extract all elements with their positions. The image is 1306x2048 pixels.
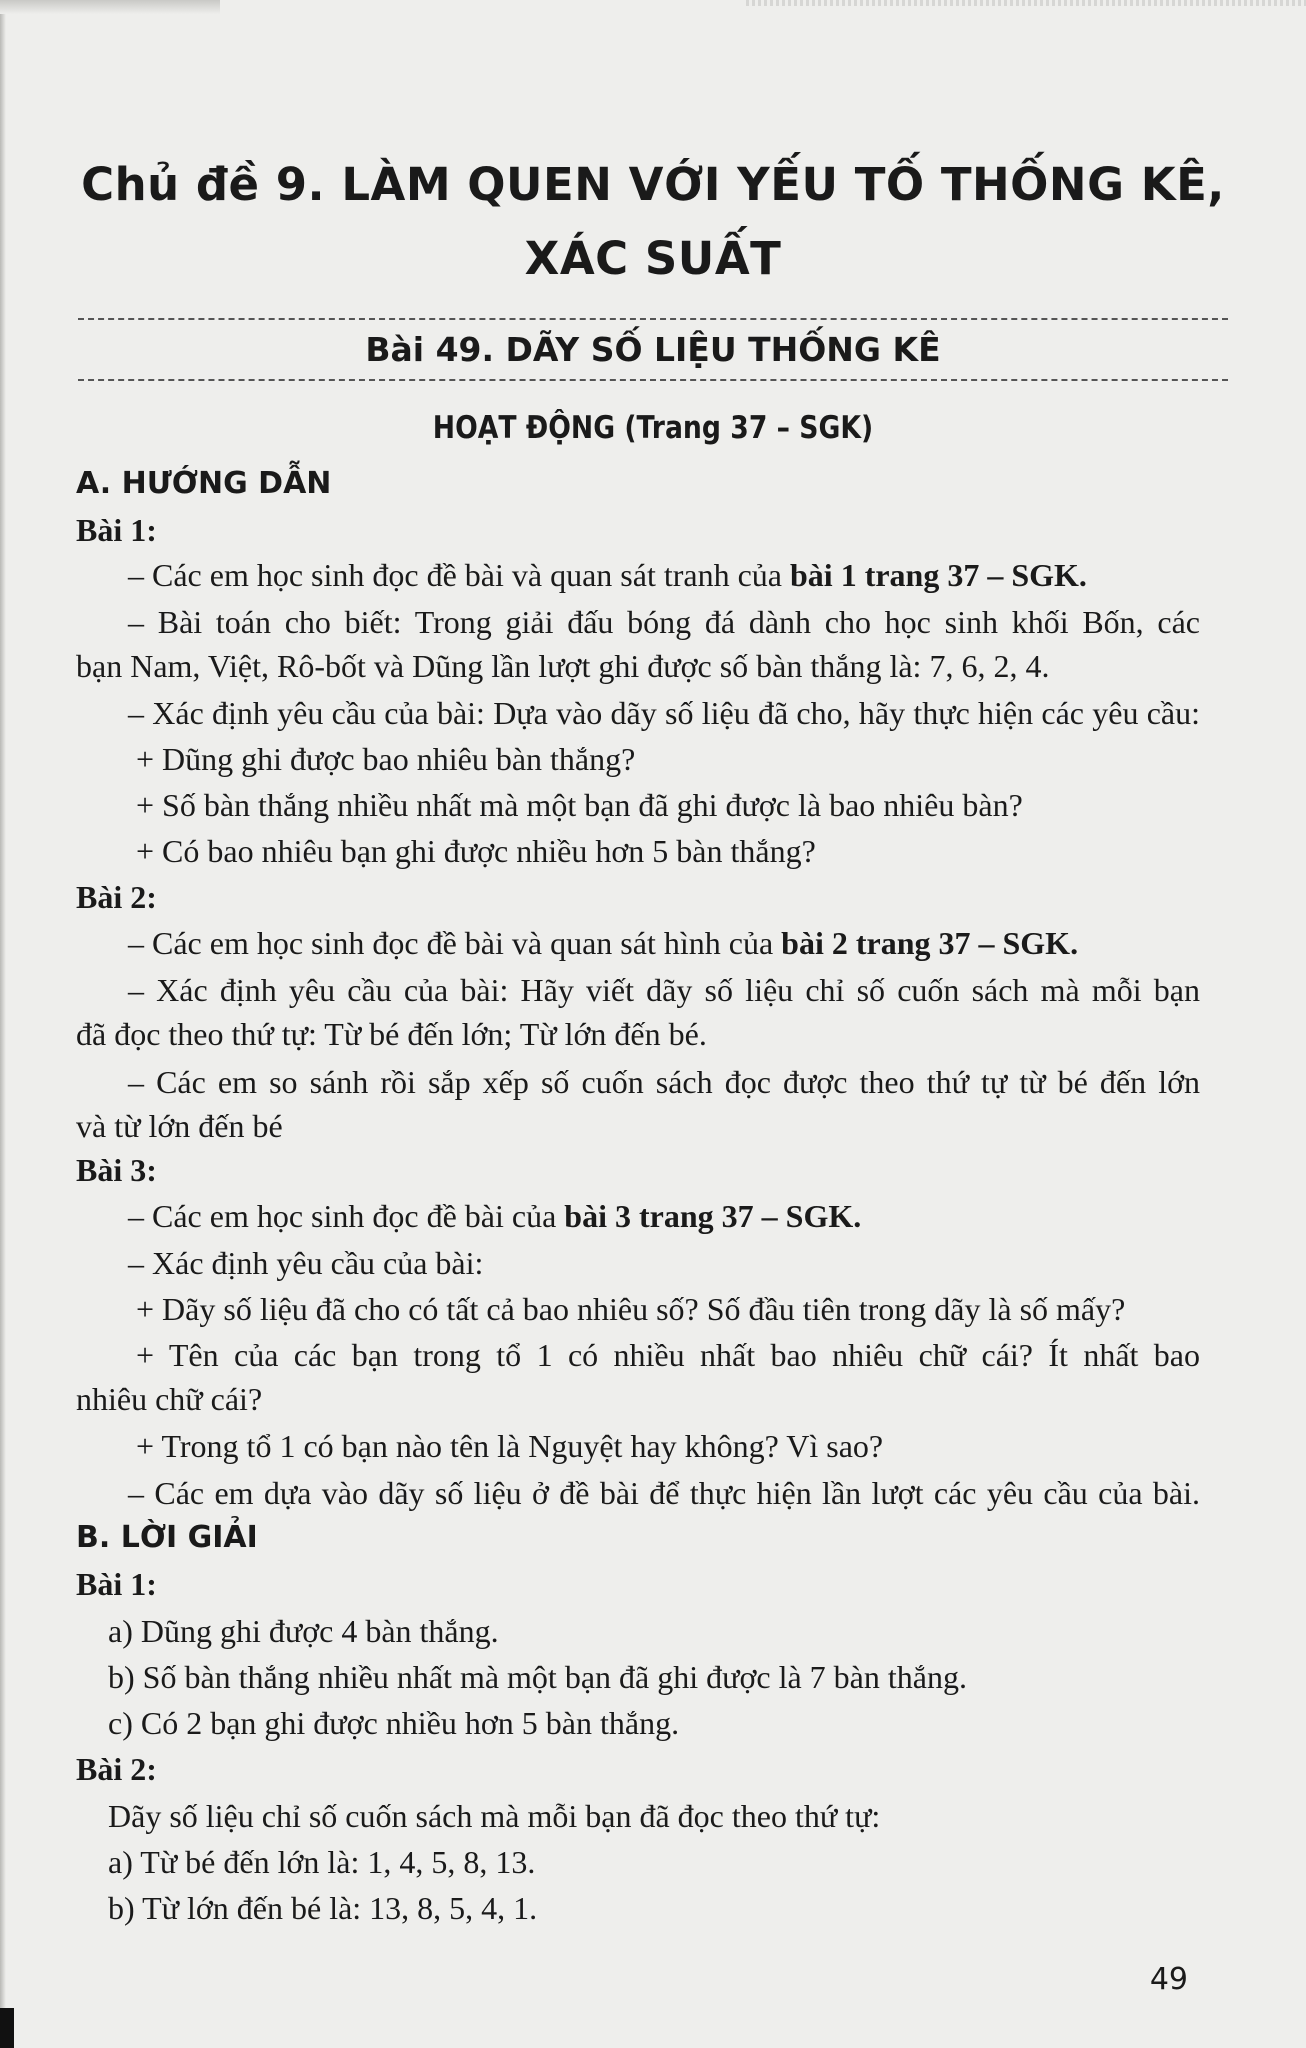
section-a-bai1-p1-text: – Các em học sinh đọc đề bài và quan sát tranh của: [128, 557, 790, 593]
dashed-rule-bottom: [78, 379, 1228, 381]
section-b-bai2-label: Bài 2:: [76, 1751, 157, 1787]
section-b-bai2-answer-b: b) Từ lớn đến bé là: 13, 8, 5, 4, 1.: [108, 1890, 538, 1926]
section-a-bai2-paragraph-1: [128, 921, 1200, 965]
section-b-bai2-answer-a: a) Từ bé đến lớn là: 1, 4, 5, 8, 13.: [108, 1844, 536, 1880]
chapter-title-line-1: Chủ đề 9. LÀM QUEN VỚI YẾU TỐ THỐNG KÊ,: [81, 158, 1225, 211]
section-a-bai3-question-2-line-1: + Tên của các bạn trong tổ 1 có nhiều nhất bao nhiêu chữ cái? Ít nhất bao: [136, 1337, 1200, 1373]
section-a-bai3-question-2-line-2: nhiêu chữ cái?: [76, 1381, 263, 1417]
activity-title: HOẠT ĐỘNG (Trang 37 – SGK): [432, 410, 874, 446]
lesson-title: Bài 49. DÃY SỐ LIỆU THỐNG KÊ: [365, 330, 941, 369]
section-a-bai3-paragraph-1: [128, 1194, 1200, 1238]
section-a-bai1-label: Bài 1:: [76, 512, 157, 548]
section-b-bai1-answer-b: b) Số bàn thắng nhiều nhất mà một bạn đã ghi được là 7 bàn thắng.: [108, 1659, 967, 1695]
section-a-bai1-paragraph-1: [128, 553, 1200, 597]
dashed-rule-top: [78, 318, 1228, 320]
section-a-bai2-p1-ref: bài 2 trang 37 – SGK.: [781, 925, 1079, 961]
section-a-heading: A. HƯỚNG DẪN: [76, 466, 332, 501]
section-a-bai3-question-1: + Dãy số liệu đã cho có tất cả bao nhiêu số? Số đầu tiên trong dãy là số mấy?: [136, 1291, 1126, 1327]
section-a-bai1-paragraph-3: – Xác định yêu cầu của bài: Dựa vào dãy số liệu đã cho, hãy thực hiện các yêu cầu:: [128, 695, 1200, 731]
section-a-bai3-paragraph-3: – Các em dựa vào dãy số liệu ở đề bài để thực hiện lần lượt các yêu cầu của bài.: [128, 1475, 1200, 1511]
page-number: 49: [1149, 1962, 1188, 1997]
section-a-bai3-p1-text: – Các em học sinh đọc đề bài của: [128, 1198, 565, 1234]
section-a-bai2-paragraph-3-line-2: và từ lớn đến bé: [76, 1108, 283, 1144]
section-b-bai2-intro: Dãy số liệu chỉ số cuốn sách mà mỗi bạn đã đọc theo thứ tự:: [108, 1798, 881, 1834]
section-b-bai1-answer-c: c) Có 2 bạn ghi được nhiều hơn 5 bàn thắng.: [108, 1705, 680, 1741]
page-binding-shadow: [0, 0, 6, 2048]
section-a-bai2-p1-text: – Các em học sinh đọc đề bài và quan sát hình của: [128, 925, 782, 961]
section-a-bai3-label: Bài 3:: [76, 1152, 157, 1188]
section-a-bai1-p1-ref: bài 1 trang 37 – SGK.: [790, 557, 1087, 593]
section-a-bai2-paragraph-2-line-2: đã đọc theo thứ tự: Từ bé đến lớn; Từ lớn đến bé.: [76, 1016, 707, 1052]
section-a-bai1-question-1: + Dũng ghi được bao nhiêu bàn thắng?: [136, 741, 636, 777]
chapter-title-line-2: XÁC SUẤT: [524, 232, 782, 285]
section-b-bai1-answer-a: a) Dũng ghi được 4 bàn thắng.: [108, 1613, 499, 1649]
section-a-bai1-question-2: + Số bàn thắng nhiều nhất mà một bạn đã ghi được là bao nhiêu bàn?: [136, 787, 1023, 823]
page-corner-mark: [0, 2008, 14, 2048]
section-b-bai1-label: Bài 1:: [76, 1566, 157, 1602]
page-top-texture: [746, 0, 1306, 6]
section-a-bai1-question-3: + Có bao nhiêu bạn ghi được nhiều hơn 5 bàn thắng?: [136, 833, 816, 869]
section-a-bai3-paragraph-2: – Xác định yêu cầu của bài:: [128, 1245, 484, 1281]
section-a-bai2-label: Bài 2:: [76, 879, 157, 915]
section-a-bai2-paragraph-2-line-1: – Xác định yêu cầu của bài: Hãy viết dãy số liệu chỉ số cuốn sách mà mỗi bạn: [128, 972, 1200, 1008]
page-top-shadow: [0, 0, 220, 14]
section-a-bai1-paragraph-2-line-1: – Bài toán cho biết: Trong giải đấu bóng đá dành cho học sinh khối Bốn, các: [128, 604, 1200, 640]
section-a-bai2-paragraph-3-line-1: – Các em so sánh rồi sắp xếp số cuốn sách đọc được theo thứ tự từ bé đến lớn: [128, 1064, 1200, 1100]
section-a-bai1-paragraph-2-line-2: bạn Nam, Việt, Rô-bốt và Dũng lần lượt ghi được số bàn thắng là: 7, 6, 2, 4.: [76, 648, 1050, 684]
section-a-bai3-question-3: + Trong tổ 1 có bạn nào tên là Nguyệt hay không? Vì sao?: [136, 1428, 884, 1464]
section-a-bai3-p1-ref: bài 3 trang 37 – SGK.: [564, 1198, 862, 1234]
chapter-title: [80, 148, 1226, 296]
section-b-heading: B. LỜI GIẢI: [76, 1520, 258, 1555]
